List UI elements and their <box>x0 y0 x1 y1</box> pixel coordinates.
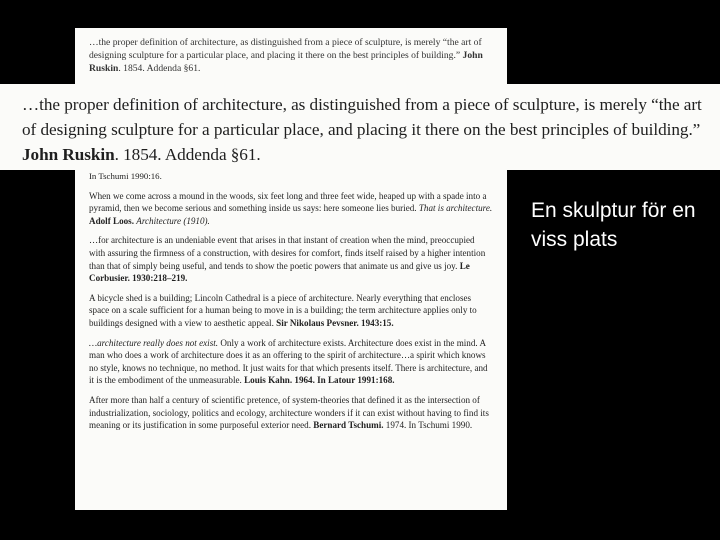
header-quote-author: John Ruskin <box>89 50 483 74</box>
quote-text: A bicycle shed is a building; Lincoln Cathedral is a piece of architecture. Nearly everything that encloses space on a scale sufficient for a human being to move in is a building; the term architecture applies only to buildings designed with a view to aesthetic appeal. <box>89 292 477 328</box>
obscured-citation-line: In Tschumi 1990:16. <box>89 171 162 181</box>
quote-list <box>89 170 493 439</box>
quote-author: Le Corbusier. <box>89 260 470 284</box>
header-quote-source: . 1854. Addenda §61. <box>118 63 201 74</box>
quote-text: After more than half a century of scientific pretence, of system-theories that defined it as the intersection of industrialization, sociology, politics and ecology, architecture wonders if it can exist without having to find its meaning or its justification in some purposeful exterior need. <box>89 394 489 431</box>
quote-entry-pevsner <box>89 292 493 330</box>
quote-entry-tschumi <box>89 394 493 432</box>
quote-text: When we come across a mound in the woods, six feet long and three feet wide, heaped up with a spade into a pyramid, then we become serious and something inside us says: here someone lies buried. <box>89 190 487 214</box>
header-quote-text: …the proper definition of architecture, as distinguished from a piece of sculpture, is merely “the art of designing sculpture for a particular place, and placing it there on the best principles of building.” <box>89 37 482 61</box>
page-header-quote <box>89 36 489 75</box>
quote-entry-le-corbusier <box>89 234 493 284</box>
quote-text: Only a work of architecture exists. Architecture does exist in the mind. A man who does a work of architecture does it as an offering to the spirit of architecture…a spirit which knows no style, knows no technique, no method. It just waits for that which presents itself. There is architecture, and it is the embodiment of the unmeasurable. <box>89 337 488 386</box>
zoomed-quote-text: …the proper definition of architecture, as distinguished from a piece of sculpture, is merely “the art of designing sculpture for a particular place, and placing it there on the best principles of building.” <box>22 95 702 139</box>
zoomed-quote-source: . 1854. Addenda §61. <box>114 145 261 164</box>
slide-caption: En skulptur för en viss plats <box>531 199 696 251</box>
zoomed-quote-author: John Ruskin <box>22 145 115 164</box>
quote-author: Louis Kahn. <box>244 375 293 386</box>
quote-source: 1930:218–219. <box>132 273 188 284</box>
quote-author: Bernard Tschumi. <box>313 420 384 431</box>
quote-text: …for architecture is an undeniable event that arises in that instant of creation when the mind, preoccupied with assuring the firmness of a construction, with desires for comfort, finds itself raised by a higher intention than that of simply being useful, and tends to show the poetic powers that animate us and give us joy. <box>89 235 486 271</box>
quote-source: 1943:15. <box>361 317 394 328</box>
quote-emphasis: …architecture really does not exist. <box>89 337 219 348</box>
zoomed-quote-strip <box>0 84 720 170</box>
quote-source: 1974. In Tschumi 1990. <box>385 420 473 431</box>
quote-author: Adolf Loos. <box>89 215 134 226</box>
quote-source: Architecture (1910). <box>136 215 210 226</box>
quote-emphasis: That is architecture. <box>418 203 493 214</box>
zoomed-quote <box>22 92 702 167</box>
quote-entry-loos <box>89 190 493 228</box>
quote-source: 1964. In Latour 1991:168. <box>294 375 395 386</box>
quote-entry-kahn <box>89 337 493 387</box>
quote-author: Sir Nikolaus Pevsner. <box>276 317 359 328</box>
